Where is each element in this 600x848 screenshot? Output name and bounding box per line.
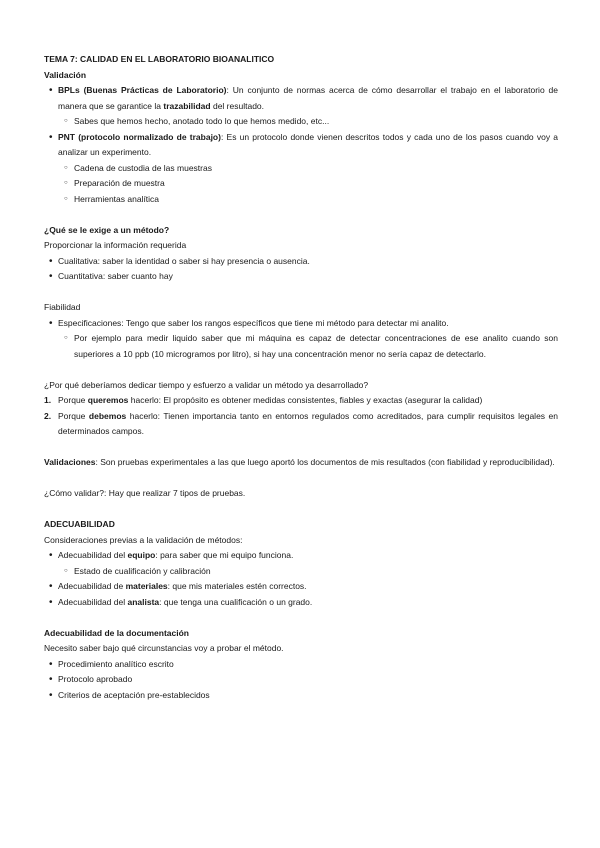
exige-intro: Proporcionar la información requerida	[44, 240, 187, 250]
sub-item: ○ Por ejemplo para medir liquido saber que mi máquina es capaz de detectar concentraciones de ese analito cuando son superiores a 10 ppb (10 microgramos por litro), si hay una concentración menor no sería capaz de detectarlo.	[44, 331, 558, 362]
list-item-analista: • Adecuabilidad del analista: que tenga una cualificación o un grado.	[44, 595, 558, 611]
sub-item: ○ Herramientas analítica	[44, 192, 558, 208]
adecuabilidad-list	[44, 548, 558, 610]
fiabilidad-list	[44, 316, 558, 363]
list-item-pnt: • PNT (protocolo normalizado de trabajo): Es un protocolo donde vienen descritos todos y cada uno de los pasos cuando voy a analizar un experimento.	[44, 130, 558, 161]
sub-item: ○ Estado de cualificación y calibración	[44, 564, 558, 580]
como-validar: ¿Cómo validar?: Hay que realizar 7 tipos de pruebas.	[44, 488, 246, 498]
porque-question: ¿Por qué deberíamos dedicar tiempo y esfuerzo a validar un método ya desarrollado?	[44, 379, 369, 390]
validaciones-paragraph: Validaciones: Son pruebas experimentales a las que luego aportó los documentos de mis resultados (con fiabilidad y reproducibilidad).	[44, 457, 555, 467]
validacion-list	[44, 83, 558, 207]
numbered-item: 2. Porque debemos hacerlo: Tienen importancia tanto en entornos regulados como acreditados, para cumplir requisitos legales en determinados campos.	[44, 410, 558, 436]
documentacion-list	[44, 657, 558, 704]
document-title: TEMA 7: CALIDAD EN EL LABORATORIO BIOANALITICO	[44, 54, 275, 64]
list-item: • Protocolo aprobado	[44, 672, 558, 688]
section-heading-validacion: Validación	[44, 69, 87, 80]
numbered-item: 1. Porque queremos hacerlo: El propósito es obtener medidas consistentes, fiables y exactas (asegurar la calidad)	[44, 395, 483, 405]
sub-item: ○ Preparación de muestra	[44, 176, 558, 192]
list-item-bpl: • BPLs (Buenas Prácticas de Laboratorio): Un conjunto de normas acerca de cómo desarrollar el trabajo en el laboratorio de manera que se garantice la trazabilidad del resultado.	[44, 83, 558, 114]
sub-item: ○ Sabes que hemos hecho, anotado todo lo que hemos medido, etc...	[44, 114, 558, 130]
sub-item: ○ Cadena de custodia de las muestras	[44, 161, 558, 177]
section-heading-exige: ¿Qué se le exige a un método?	[44, 224, 170, 235]
section-heading-adecuabilidad: ADECUABILIDAD	[44, 519, 115, 529]
list-item: • Cuantitativa: saber cuanto hay	[44, 269, 558, 285]
exige-list	[44, 254, 558, 285]
list-item: • Procedimiento analítico escrito	[44, 657, 558, 673]
list-item: • Especificaciones: Tengo que saber los rangos específicos que tiene mi método para detectar mi analito.	[44, 316, 558, 332]
section-heading-fiabilidad: Fiabilidad	[44, 302, 81, 312]
documentacion-intro: Necesito saber bajo qué circunstancias voy a probar el método.	[44, 643, 284, 653]
section-heading-documentacion: Adecuabilidad de la documentación	[44, 627, 189, 638]
document-page	[44, 52, 558, 703]
list-item: • Criterios de aceptación pre-establecidos	[44, 688, 558, 704]
list-item: • Cualitativa: saber la identidad o saber si hay presencia o ausencia.	[44, 254, 558, 270]
adecuabilidad-intro: Consideraciones previas a la validación de métodos:	[44, 534, 243, 545]
list-item-equipo: • Adecuabilidad del equipo: para saber que mi equipo funciona.	[44, 548, 558, 564]
porque-list	[44, 393, 558, 440]
list-item-materiales: • Adecuabilidad de materiales: que mis materiales estén correctos.	[44, 579, 558, 595]
